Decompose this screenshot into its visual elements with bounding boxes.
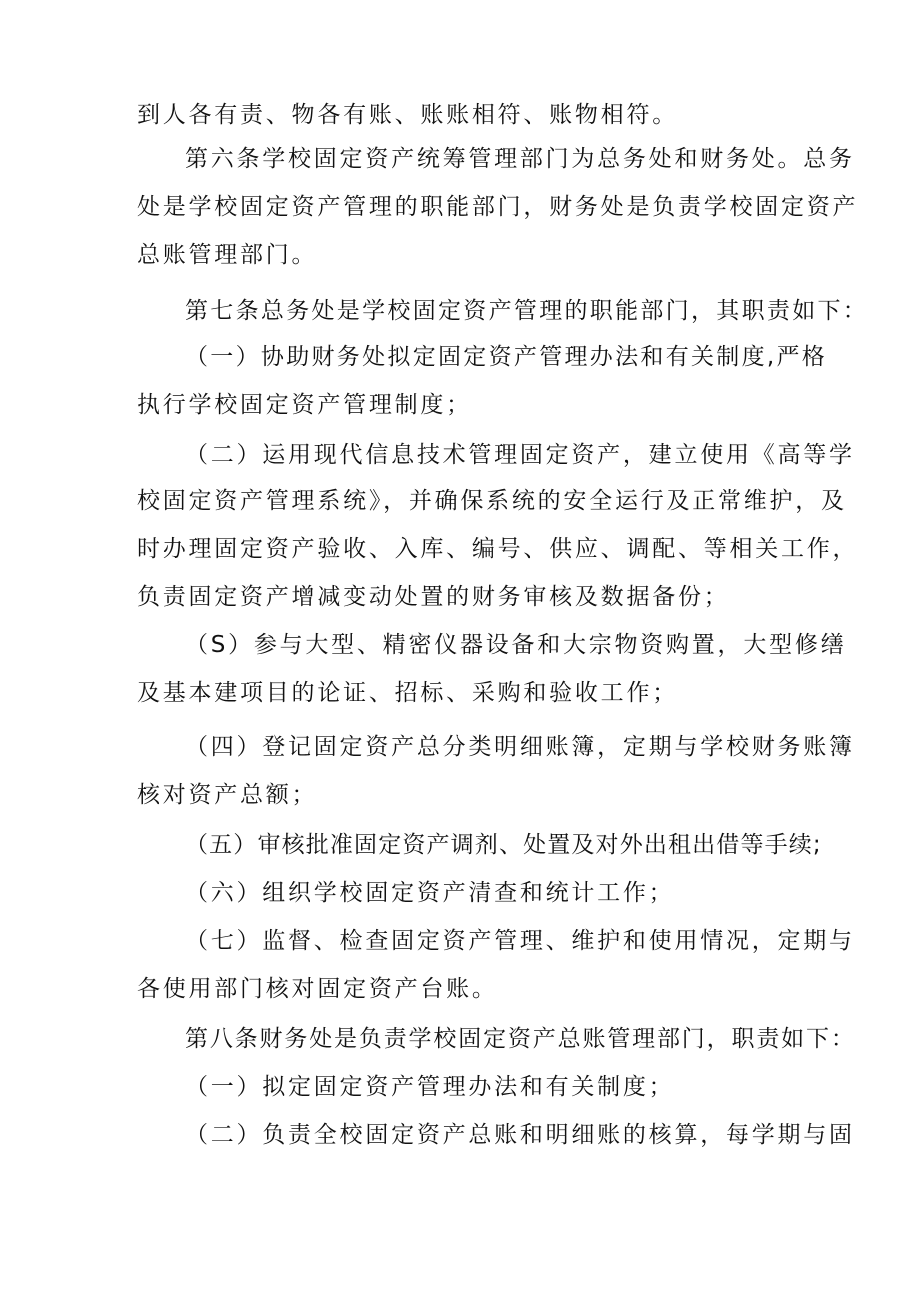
list-item-line: （一）协助财务处拟定固定资产管理办法和有关制度,严格 <box>185 344 828 370</box>
list-item-line: （一）拟定固定资产管理办法和有关制度； <box>185 1074 675 1100</box>
article-6-heading-line: 第六条学校固定资产统筹管理部门为总务处和财务处。总务 <box>185 146 855 172</box>
text-line: 总账管理部门。 <box>137 242 318 268</box>
list-item-line: （二）负责全校固定资产总账和明细账的核算，每学期与固 <box>185 1122 855 1148</box>
list-item-line: （四）登记固定资产总分类明细账簿，定期与学校财务账簿 <box>185 734 855 760</box>
list-item-line: （五）审核批准固定资产调剂、处置及对外出租出借等手续; <box>185 832 822 858</box>
text-line: 各使用部门核对固定资产台账。 <box>137 976 498 1002</box>
text-line: 到人各有责、物各有账、账账相符、账物相符。 <box>137 102 678 128</box>
text-line: 及基本建项目的论证、招标、采购和验收工作； <box>137 680 678 706</box>
list-item-line: （S）参与大型、精密仪器设备和大宗物资购置，大型修缮 <box>185 632 847 658</box>
text-line: 负责固定资产增减变动处置的财务审核及数据备份； <box>137 584 730 610</box>
text-line: 执行学校固定资产管理制度； <box>137 392 472 418</box>
list-item-line: （七）监督、检查固定资产管理、维护和使用情况，定期与 <box>185 928 855 954</box>
article-8-heading-line: 第八条财务处是负责学校固定资产总账管理部门，职责如下： <box>185 1026 856 1052</box>
text-line: 时办理固定资产验收、入库、编号、供应、调配、等相关工作， <box>137 536 859 562</box>
list-item-line: （六）组织学校固定资产清查和统计工作； <box>185 880 675 906</box>
list-item-line: （二）运用现代信息技术管理固定资产，建立使用《高等学 <box>185 442 855 468</box>
text-line: 处是学校固定资产管理的职能部门，财务处是负责学校固定资产 <box>137 194 859 220</box>
article-7-heading-line: 第七条总务处是学校固定资产管理的职能部门，其职责如下： <box>185 298 869 324</box>
text-line: 校固定资产管理系统》，并确保系统的安全运行及正常维护，及 <box>137 488 847 514</box>
text-line: 核对资产总额； <box>137 782 318 808</box>
